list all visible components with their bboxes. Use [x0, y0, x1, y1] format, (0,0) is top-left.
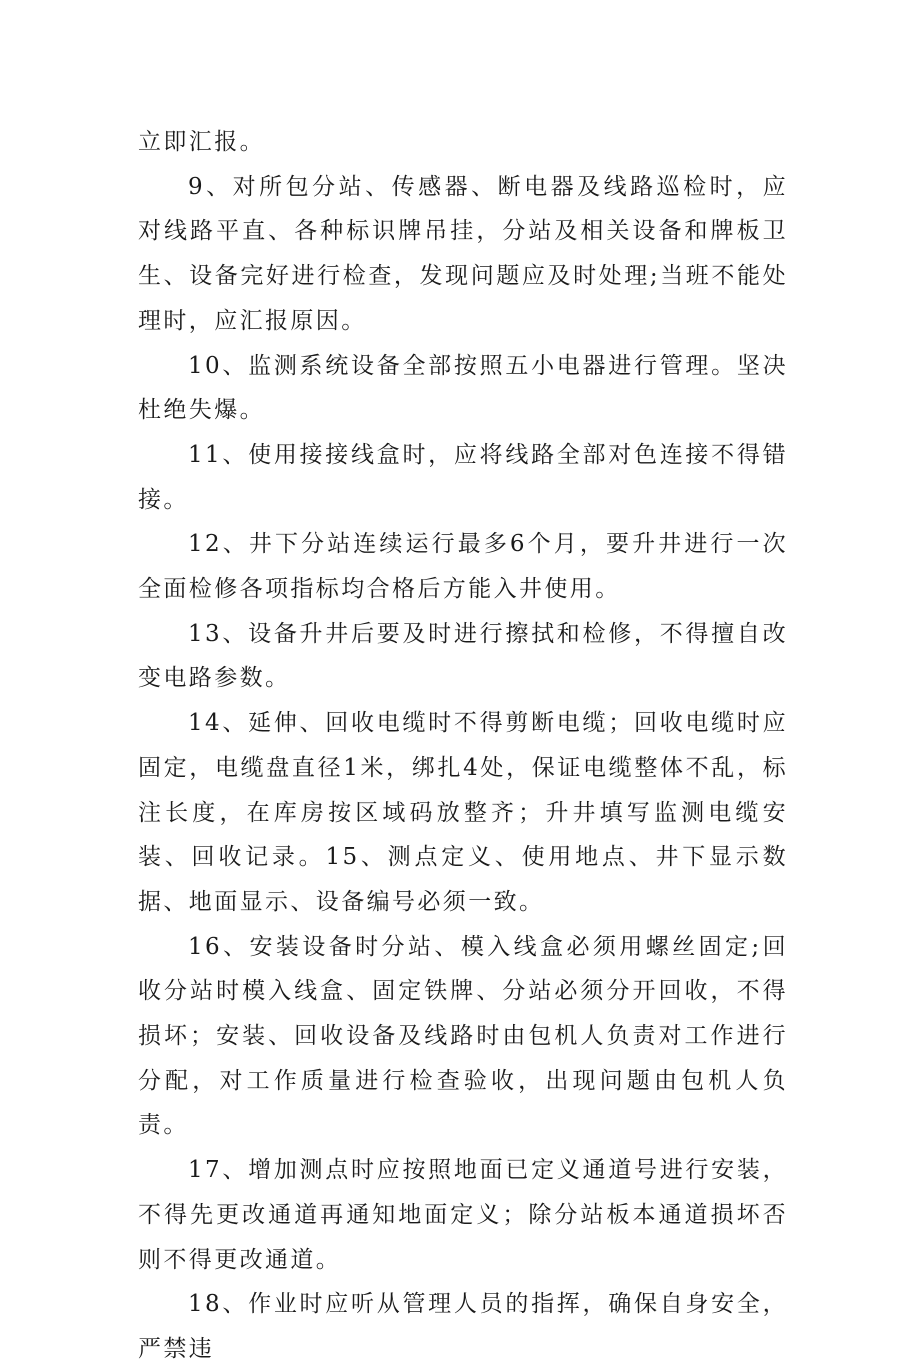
paragraph-item-12: 12、井下分站连续运行最多6个月，要升井进行一次全面检修各项指标均合格后方能入井使用。 — [138, 531, 788, 603]
paragraph-item-11: 11、使用接接线盒时，应将线路全部对色连接不得错接。 — [138, 441, 788, 513]
paragraph-item-14: 14、延伸、回收电缆时不得剪断电缆；回收电缆时应固定，电缆盘直径1米，绑扎4处，保证电缆整体不乱，标注长度，在库房按区域码放整齐；升井填写监测电缆安装、回收记录。15、测点定义、使用地点、井下显示数据、地面显示、设备编号必须一致。 — [138, 710, 788, 915]
document-body — [138, 120, 788, 1372]
paragraph-item-9: 9、对所包分站、传感器、断电器及线路巡检时，应对线路平直、各种标识牌吊挂，分站及相关设备和牌板卫生、设备完好进行检查，发现问题应及时处理;当班不能处理时，应汇报原因。 — [138, 173, 788, 334]
paragraph-item-18: 18、作业时应听从管理人员的指挥，确保自身安全，严禁违 — [138, 1291, 788, 1362]
paragraph-continuation: 立即汇报。 — [138, 129, 265, 155]
paragraph-item-17: 17、增加测点时应按照地面已定义通道号进行安装，不得先更改通道再通知地面定义；除分站板本通道损坏否则不得更改通道。 — [138, 1157, 788, 1273]
paragraph-item-10: 10、监测系统设备全部按照五小电器进行管理。坚决杜绝失爆。 — [138, 352, 788, 424]
paragraph-item-16: 16、安装设备时分站、模入线盒必须用螺丝固定;回收分站时模入线盒、固定铁牌、分站必须分开回收，不得损坏；安装、回收设备及线路时由包机人负责对工作进行分配，对工作质量进行检查验收，出现问题由包机人负责。 — [138, 933, 788, 1139]
paragraph-item-13: 13、设备升井后要及时进行擦拭和检修，不得擅自改变电路参数。 — [138, 620, 788, 692]
